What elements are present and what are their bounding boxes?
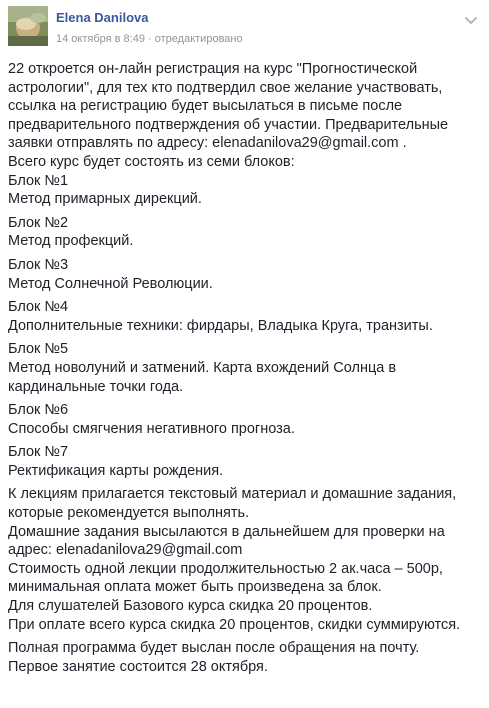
post-text-line: адрес: elenadanilova29@gmail.com [8,542,243,559]
post-text-line: Блок №5 [8,341,69,358]
author-name-link[interactable]: Elena Danilova [56,10,149,25]
post-text-line: Метод Солнечной Революции. [8,275,213,292]
post-text-line: Стоимость одной лекции продолжительностью 2 ак.часа – 500р, [8,560,443,577]
post-text-line: Для слушателей Базового курса скидка 20 процентов. [8,598,373,615]
post-text-line: Блок №4 [8,299,69,316]
post-meta [56,33,243,45]
post-text-line: К лекциям прилагается текстовый материал и домашние задания, [8,486,457,503]
post-text-line: Метод новолуний и затмений. Карта вхождений Солнца в [8,359,397,376]
post-text-line: заявки отправлять по адресу: elenadanilova29@gmail.com . [8,135,407,152]
post-paragraph [8,298,484,335]
post-text-line: 22 откроется он-лайн регистрация на курс "Прогностической [8,61,418,77]
post-text-line: Блок №1 [8,172,69,189]
post-paragraph [8,443,484,480]
post-text-line: кардинальные точки года. [8,378,184,395]
post-text-line: Всего курс будет состоять из семи блоков: [8,153,295,170]
post-text-line: Полная программа будет выслан после обращения на почту. [8,640,420,657]
post-header [8,6,481,54]
post-text-line: Метод профекций. [8,233,134,250]
post-paragraph [8,485,484,634]
post-text-line: астрологии", для тех кто подтвердил свое желание участвовать, [8,79,443,96]
post-text-line: Способы смягчения негативного прогноза. [8,420,295,437]
post-paragraph [8,401,484,438]
post-text-line: Блок №6 [8,402,69,419]
post-paragraph [8,256,484,293]
avatar-photo [8,6,48,46]
post-text-line: Блок №3 [8,256,69,273]
post-paragraph [8,214,484,251]
post-text-line: Метод примарных дирекций. [8,191,202,208]
post-text-line: Домашние задания высылаются в дальнейшем для проверки на [8,523,445,540]
post-timestamp[interactable]: 14 октября в 8:49 [56,33,145,45]
meta-separator: · [148,33,152,45]
post-text-line: минимальная оплата может быть произведена за блок. [8,579,382,596]
post-text-line: Блок №7 [8,444,69,461]
post-paragraph [8,60,484,209]
avatar[interactable] [8,6,48,46]
chevron-down-icon[interactable] [463,12,479,28]
post-text-line: которые рекомендуется выполнять. [8,505,250,522]
post-body [8,60,484,676]
post-text-line: Ректификация карты рождения. [8,462,224,479]
post-text-line: При оплате всего курса скидка 20 процентов, скидки суммируются. [8,616,461,633]
post-paragraph [8,340,484,396]
post-text-line: предварительного подтверждения об участии. Предварительные [8,116,449,133]
post-text-line: ссылка на регистрацию будет высылаться в письме после [8,98,403,115]
post-paragraph [8,639,484,676]
post-text-line: Дополнительные техники: фирдары, Владыка Круга, транзиты. [8,317,433,334]
post-text-line: Блок №2 [8,214,69,231]
edited-label[interactable]: отредактировано [154,33,243,45]
post-text-line: Первое занятие состоится 28 октября. [8,658,268,675]
